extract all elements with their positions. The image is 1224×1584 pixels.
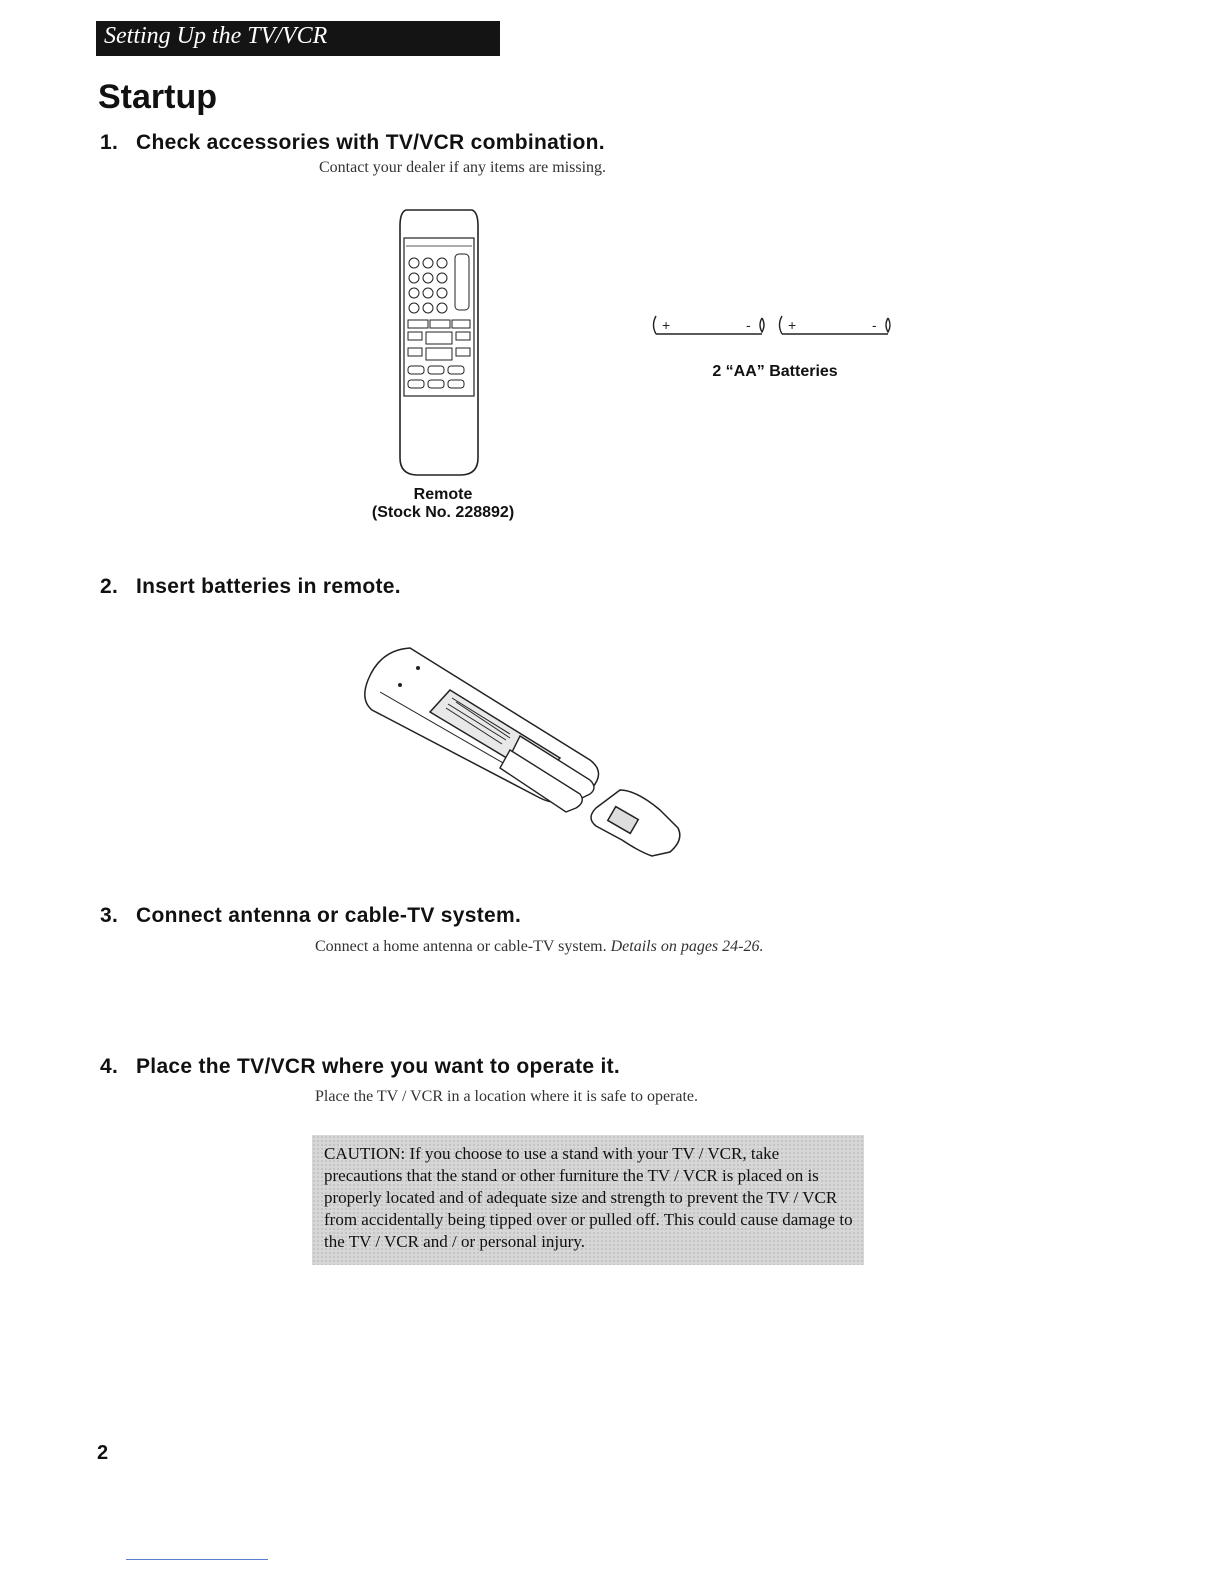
step-4-number: 4. (100, 1055, 119, 1078)
step-3-page-reference: Details on pages 24-26. (610, 938, 764, 955)
section-header-bar (96, 21, 500, 56)
step-2-heading (100, 575, 401, 599)
battery-1-minus: - (746, 317, 751, 333)
remote-caption-name: Remote (413, 486, 473, 503)
step-3-description (315, 938, 763, 956)
step-2-title: Insert batteries in remote. (136, 575, 401, 598)
caution-text: CAUTION: If you choose to use a stand with your TV / VCR, take precautions that the stand or other furniture the TV / VCR is placed on is properly located and of adequate size and strength to prevent the TV / VCR from accidentally being tipped over or pulled off. This could cause damage to the TV / VCR and / or personal injury. (324, 1144, 853, 1251)
section-title: Setting Up the TV/VCR (104, 23, 328, 49)
step-1-number: 1. (100, 131, 119, 154)
page-title: Startup (98, 78, 217, 116)
batteries-caption: 2 “AA” Batteries (712, 363, 838, 380)
step-2-number: 2. (100, 575, 119, 598)
step-3-heading (100, 904, 521, 928)
remote-caption (368, 486, 518, 522)
battery-insertion-illustration (360, 640, 690, 860)
battery-2-minus: - (872, 317, 877, 333)
step-3-title: Connect antenna or cable-TV system. (136, 904, 522, 927)
page-number: 2 (97, 1442, 109, 1464)
step-1-heading (100, 131, 605, 155)
footer-rule (126, 1559, 268, 1560)
remote-control-illustration (392, 208, 487, 478)
step-4-description: Place the TV / VCR in a location where it is safe to operate. (315, 1088, 699, 1105)
caution-box (312, 1135, 864, 1265)
step-4-heading (100, 1055, 620, 1079)
step-4-title: Place the TV/VCR where you want to operate it. (136, 1055, 621, 1078)
battery-1-plus: + (662, 317, 671, 333)
step-3-description-text: Connect a home antenna or cable-TV system. (315, 938, 607, 955)
step-3-number: 3. (100, 904, 119, 927)
battery-2-plus: + (788, 317, 797, 333)
step-1-description: Contact your dealer if any items are missing. (319, 159, 607, 176)
remote-caption-stock: (Stock No. 228892) (371, 504, 515, 521)
batteries-illustration (650, 308, 900, 342)
step-1-title: Check accessories with TV/VCR combination. (136, 131, 605, 154)
